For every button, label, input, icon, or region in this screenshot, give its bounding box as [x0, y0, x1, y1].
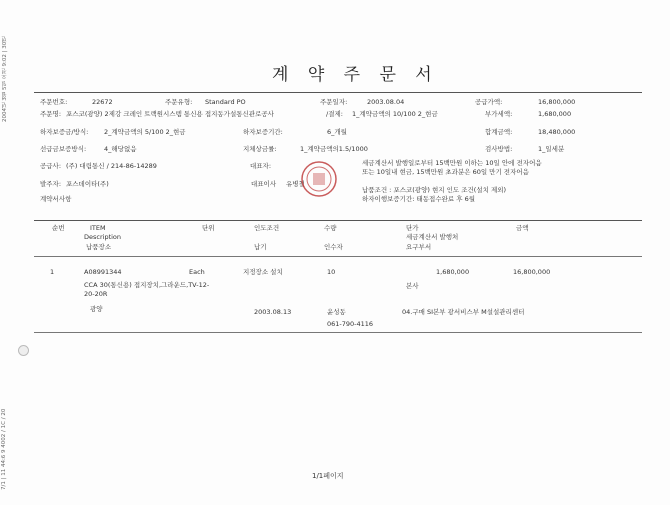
total-amount: 18,480,000 [538, 128, 576, 136]
order-type: Standard PO [205, 98, 246, 106]
advance-label: 선급금보증방식: [40, 145, 87, 153]
row-receiver-phone: 061-790-4116 [327, 320, 374, 328]
representative-label: 대표자: [250, 162, 272, 170]
supply-amount-label: 공급가액: [475, 98, 503, 106]
col-header-place: 납품장소 [86, 243, 112, 251]
col-header-tax-issuer: 세금계산서 발행처 [406, 233, 459, 241]
title-rule [34, 92, 642, 93]
order-type-label: 주문유형: [165, 98, 193, 106]
payment-terms: 1_계약금액의 10/100 2_현금 [352, 110, 438, 118]
defect-period: 6_개월 [327, 128, 347, 136]
supply-amount: 16,800,000 [538, 98, 576, 106]
ceo-label: 대표이사 [251, 180, 277, 188]
ceo-name: 유병철 [286, 180, 305, 188]
delay-penalty: 1_계약금액의1.5/1000 [300, 145, 368, 153]
supplier: (주) 대림통신 / 214-86-14289 [66, 162, 157, 170]
table-header-rule [34, 256, 642, 257]
row-item: A08991344 [84, 268, 122, 276]
col-header-price: 단가 [406, 224, 419, 232]
row-qty: 10 [327, 268, 336, 276]
payment-note-line1: 세금계산서 발행일로부터 15백만원 이하는 10일 안에 전자어음 [362, 159, 542, 167]
row-place: 광양 [90, 305, 103, 313]
row-description-line1: CCA 30(통신용) 접지장치,그라운드,TV-12- [84, 281, 210, 289]
order-no: 22672 [92, 98, 113, 106]
delay-penalty-label: 지체상금률: [243, 145, 277, 153]
table-top-rule [34, 220, 642, 221]
defect-period-label: 하자보증기간: [243, 128, 283, 136]
orderer-label: 발주자: [40, 180, 62, 188]
col-header-no: 순번 [52, 224, 65, 232]
inspection-label: 검사방법: [485, 145, 513, 153]
order-date-label: 주문일자: [320, 98, 348, 106]
page-number: 1/1페이지 [312, 472, 344, 480]
document-title: 계 약 주 문 서 [272, 65, 439, 85]
order-date: 2003.08.04 [367, 98, 405, 106]
site-label: 계약서사항 [40, 195, 72, 203]
supplier-label: 공급사: [40, 162, 62, 170]
row-receiver: 윤성동 [327, 308, 346, 316]
col-header-unit: 단위 [202, 224, 215, 232]
col-header-description: Description [84, 233, 122, 241]
col-header-receiver: 인수자 [324, 243, 343, 251]
order-name: 포스코(광양) 2제강 크레인 트랙원시스템 통신용 접지동가설통신관로공사 [66, 110, 274, 118]
margin-fax-header: 2004년 3월 5일 오전 9:02 | 30번 [2, 36, 8, 122]
vat-label: 부가세액: [485, 110, 513, 118]
col-header-qty: 수량 [324, 224, 337, 232]
total-amount-label: 합계금액: [485, 128, 513, 136]
defect-warranty-label: 하자보증금/방식: [40, 128, 89, 136]
table-bottom-rule [34, 332, 642, 333]
punch-hole [18, 345, 29, 356]
col-header-amount: 금액 [516, 224, 529, 232]
row-dept: 04.구매 SI본부 광서비스부 M설설관리센터 [402, 308, 525, 316]
defect-warranty: 2_계약금액의 5/100 2_현금 [104, 128, 186, 136]
row-description-line2: 20-20R [84, 290, 108, 298]
company-seal [300, 160, 338, 198]
delivery-terms-line1: 납품조건 : 포스코(광양) 현지 인도 조건(설치 제외) [362, 186, 507, 194]
delivery-terms-line2: 하자이행보증기간: 태동접수완료 후 6월 [362, 195, 475, 203]
payment-note-line2: 또는 10일내 현금, 15백만원 초과분은 60일 만기 전자어음 [362, 168, 529, 176]
row-tax-issuer: 본사 [406, 282, 419, 290]
row-terms: 지정장소 설치 [243, 268, 283, 276]
vat: 1,680,000 [538, 110, 572, 118]
row-no: 1 [50, 268, 55, 276]
order-name-label: 주문명: [40, 110, 62, 118]
row-due: 2003.08.13 [254, 308, 292, 316]
col-header-dept: 요구부서 [406, 243, 432, 251]
col-header-due: 납기 [254, 243, 267, 251]
orderer: 포스데이타(주) [66, 180, 109, 188]
row-price: 1,680,000 [436, 268, 470, 276]
col-header-item: ITEM [90, 224, 106, 232]
inspection: 1_일세분 [538, 145, 565, 153]
payment-terms-label: /결제: [326, 110, 343, 118]
margin-fax-footer: 7/1 | 11 44:6 9 4002 / 1C / 20 [1, 408, 7, 490]
advance: 4_해당없음 [104, 145, 137, 153]
col-header-terms: 인도조건 [254, 224, 280, 232]
row-amount: 16,800,000 [513, 268, 551, 276]
row-unit: Each [189, 268, 205, 276]
order-no-label: 주문번호: [40, 98, 68, 106]
